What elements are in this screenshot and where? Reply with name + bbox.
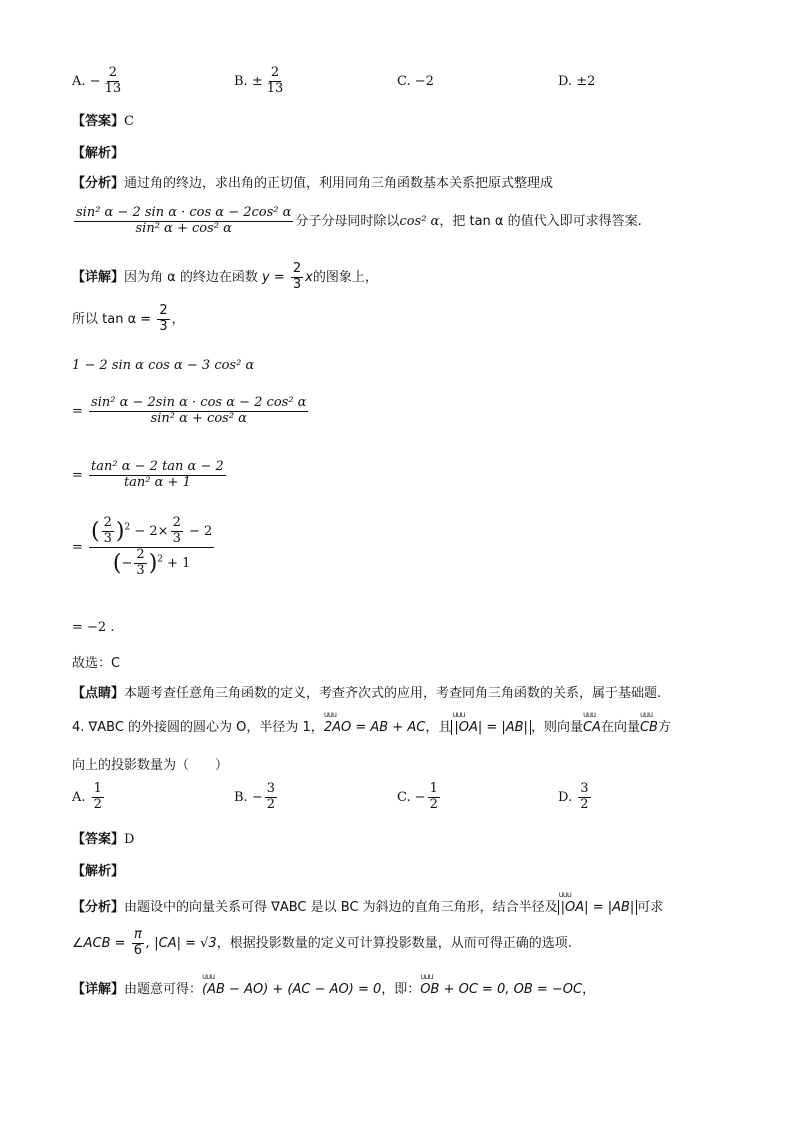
fraction: $\frac{3}{2}$: [266, 781, 276, 812]
fraction: $\frac{\pi}{6}$: [133, 927, 142, 958]
fraction: $\frac{2}{3}$: [292, 261, 302, 292]
question-number: 4.: [72, 720, 85, 735]
fraction: $\frac{\text{sin² α − 2sin α · cos α − 2 cos² α}}{\text{sin² α + cos² α}}$: [91, 395, 307, 426]
fraction: $\frac{\text{tan² α − 2 tan α − 2}}{\text{tan² α + 1}}$: [91, 459, 224, 490]
q4-question-line2: 向上的投影数量为（ ）: [72, 758, 229, 773]
fraction: $\frac{2}{13}$: [104, 65, 122, 96]
q3-option-a: A. − $\frac{2}{13}$: [72, 65, 122, 96]
q3-dianjing: 【点睛】本题考查任意角三角函数的定义，考查齐次式的应用，考查同角三角函数的关系，属于基础题.: [72, 686, 662, 701]
q4-angle-line: ∠ACB = $\frac{\pi}{6}$ , |CA| = √3，根据投影数量的定义可计算投影数量，从而可得正确的选项.: [72, 927, 572, 958]
answer-tag: 【答案】: [72, 114, 125, 129]
q4-analysis-tag: 【解析】: [72, 864, 125, 879]
q3-guxuan: 故选：C: [72, 656, 121, 671]
q3-answer: [72, 110, 134, 129]
fraction: $\frac{1}{2}$: [93, 781, 102, 812]
q4-answer: 【答案】D: [72, 832, 135, 847]
q3-step2: = $\frac{\text{tan² α − 2 tan α − 2}}{\text{tan² α + 1}}$: [72, 459, 224, 490]
q3-option-c: C. −2: [397, 74, 434, 89]
q3-xiangjie: 【详解】因为角 α 的终边在函数 y = $\frac{2}{3}$ x的图象上，: [72, 261, 378, 292]
q3-options-row: [72, 62, 732, 102]
q3-fenxi: 【分析】通过角的终边，求出角的正切值，利用同角三角函数基本关系把原式整理成: [72, 176, 554, 191]
q4-fenxi: 【分析】由题设中的向量关系可得 ∇ABC 是以 BC 为斜边的直角三角形，结合半径及uuu |OA| = |AB| 可求: [72, 896, 663, 915]
q4-option-d: D. $\frac{3}{2}$: [558, 781, 589, 812]
fraction: $\frac{1}{2}$: [429, 781, 438, 812]
option-label: A.: [72, 73, 86, 89]
q3-result: = −2 .: [72, 620, 115, 635]
option-label: C.: [397, 74, 411, 89]
q4-xiangjie: 【详解】由题意可得：uuu (AB − AO) + (AC − AO) = 0，即：uuu OB + OC = 0, OB = −OC，: [72, 978, 595, 997]
option-label: B.: [234, 73, 248, 89]
q4-options-row: [72, 780, 732, 822]
q3-option-b: B. ± $\frac{2}{13}$: [234, 65, 284, 96]
q4-question: 4. ∇ABC 的外接圆的圆心为 O，半径为 1，uuu 2AO = AB + AC，且uuu |OA| = |AB| ，则向量uuu CA在向量uuu CB方: [72, 716, 671, 735]
q3-option-d: D. ±2: [558, 74, 596, 89]
q3-step3: = ( $\frac{2}{3}$ )$^2$ − 2× $\frac{2}{3}$ − 2 (− $\frac{2}{3}$ )$^2$ + 1: [72, 515, 213, 578]
option-label: D.: [558, 74, 573, 89]
q3-analysis-tag: 【解析】: [72, 146, 125, 161]
q3-fenxi-formula: $\frac{\text{sin² α − 2 sin α · cos α − 2cos² α}}{\text{sin² α + cos² α}}$ 分子分母同时除以cos² α，把 tan α 的值代入即可求得答案.: [76, 205, 642, 236]
q3-step1: = $\frac{\text{sin² α − 2sin α · cos α − 2 cos² α}}{\text{sin² α + cos² α}}$: [72, 395, 307, 426]
q4-option-a: A. $\frac{1}{2}$: [72, 781, 102, 812]
q3-suoyi: 所以 tan α = $\frac{2}{3}$ ，: [72, 303, 185, 334]
answer-value: C: [124, 114, 134, 129]
fraction: $\frac{2}{3}$: [159, 303, 168, 334]
fraction: $\frac{3}{2}$: [580, 781, 589, 812]
q3-line1: 1 − 2 sin α cos α − 3 cos² α: [72, 358, 255, 373]
fraction: ( $\frac{2}{3}$ )$^2$ − 2× $\frac{2}{3}$ − 2 (− $\frac{2}{3}$ )$^2$ + 1: [91, 515, 213, 578]
q4-option-b: B. − $\frac{3}{2}$: [234, 781, 276, 812]
q4-option-c: C. − $\frac{1}{2}$: [397, 781, 438, 812]
fraction: $\frac{\text{sin² α − 2 sin α · cos α − 2cos² α}}{\text{sin² α + cos² α}}$: [76, 205, 292, 236]
fraction: $\frac{2}{13}$: [266, 65, 284, 96]
